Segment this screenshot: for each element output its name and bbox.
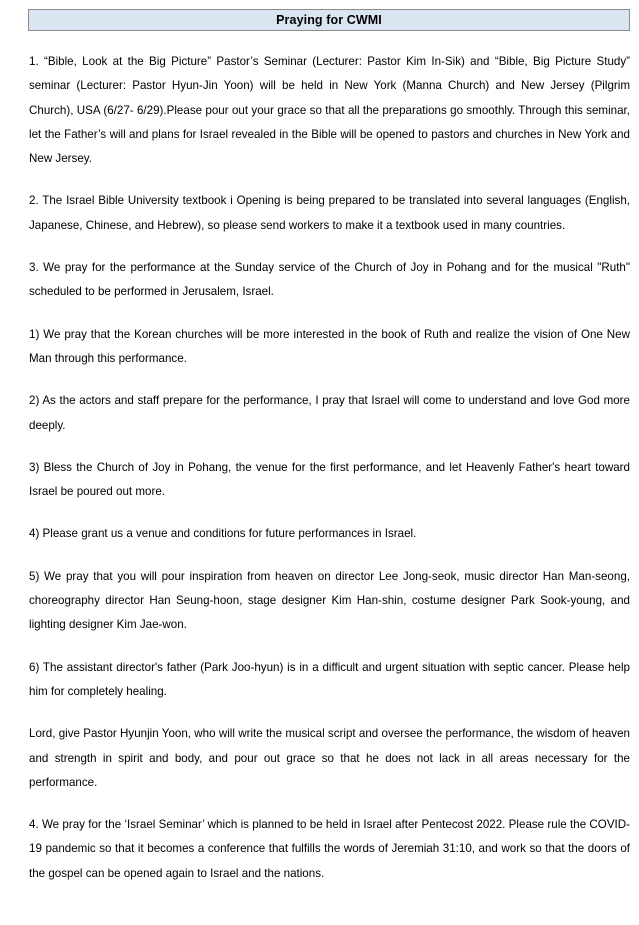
prayer-item-3: 3. We pray for the performance at the Sunday service of the Church of Joy in Pohang and for the musical "Ruth" scheduled to be performed in Jerusalem, Israel.: [29, 261, 630, 299]
prayer-lord-paragraph: Lord, give Pastor Hyunjin Yoon, who will write the musical script and oversee the performance, the wisdom of heaven and strength in spirit and body, and pour out grace so that he does not lack in all areas necessary for the performance.: [29, 727, 630, 789]
title-bar: [28, 9, 630, 31]
prayer-subitem-1: 1) We pray that the Korean churches will be more interested in the book of Ruth and realize the vision of One New Man through this performance.: [29, 327, 630, 365]
prayer-subitem-5: 5) We pray that you will pour inspiration from heaven on director Lee Jong-seok, music director Han Man-seong, choreography director Han Seung-hoon, stage designer Kim Han-shin, costume designer Park Sook-young, and lighting designer Kim Jae-won.: [29, 569, 630, 632]
prayer-item-1: 1. “Bible, Look at the Big Picture” Pastor’s Seminar (Lecturer: Pastor Kim In-Sik) and “Bible, Big Picture Study” seminar (Lecturer: Pastor Hyun-Jin Yoon) will be held in New York (Manna Church) and New Jersey (Pilgrim Church), USA (6/27- 6/29).Please pour out your grace so that all the preparations go smoothly. Through this seminar, let the Father’s will and plans for Israel revealed in the Bible will be opened to pastors and churches in New York and New Jersey.: [29, 55, 630, 166]
prayer-item-2: 2. The Israel Bible University textbook i Opening is being prepared to be translated into several languages (English, Japanese, Chinese, and Hebrew), so please send workers to make it a textbook used in many countries.: [29, 194, 630, 232]
prayer-subitem-6: 6) The assistant director's father (Park Joo-hyun) is in a difficult and urgent situation with septic cancer. Please help him for completely healing.: [29, 660, 630, 698]
prayer-item-4: 4. We pray for the ‘Israel Seminar’ which is planned to be held in Israel after Pentecost 2022. Please rule the COVID-19 pandemic so that it becomes a conference that fulfills the words of Jeremiah 31:10, and work so that the doors of the gospel can be opened again to Israel and the nations.: [29, 818, 630, 880]
prayer-subitem-3: 3) Bless the Church of Joy in Pohang, the venue for the first performance, and let Heavenly Father's heart toward Israel be poured out more.: [29, 460, 630, 499]
page-title: Praying for CWMI: [276, 13, 382, 27]
prayer-subitem-2: 2) As the actors and staff prepare for the performance, I pray that Israel will come to understand and love God more deeply.: [29, 394, 630, 432]
prayer-subitem-4: 4) Please grant us a venue and conditions for future performances in Israel.: [29, 527, 417, 541]
prayer-list: [29, 50, 630, 886]
